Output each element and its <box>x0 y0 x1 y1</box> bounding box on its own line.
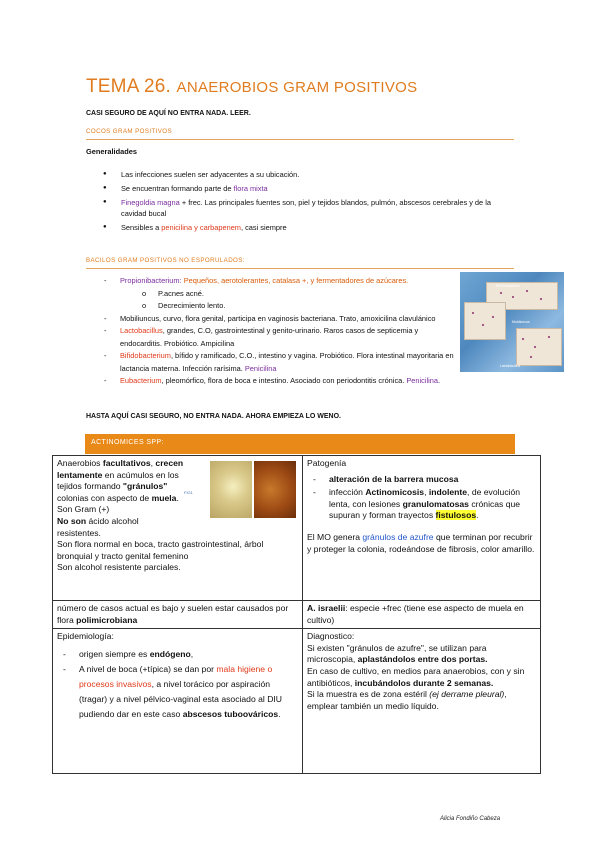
text-run: Eubacterium <box>120 376 162 385</box>
mobiluncus-image <box>464 302 506 340</box>
mo-text: El MO genera gránulos de azufre que terminan por recubrir y proteger la colonia, rodeándose de fibrosis, color amarillo. <box>307 531 535 554</box>
gram-text: Son Gram (+) <box>57 504 110 515</box>
text-run: + frec. Las principales fuentes son, piel y tejidos blandos, pulmón, abscesos cerebrales y de la cavidad bucal <box>121 198 491 218</box>
bullet-icon: ● <box>103 185 107 191</box>
text-run: Se encuentran formando parte de <box>121 184 234 193</box>
text-run: . <box>438 376 441 385</box>
bacilos-rule <box>86 268 514 269</box>
text-run: Penicilina <box>406 376 438 385</box>
cocos-subheading: Generalidades <box>86 147 137 156</box>
cell-casos: número de casos actual es bajo y suelen estar causados por flora polimicrobiana <box>53 601 303 629</box>
granule-photo <box>254 461 296 518</box>
text-run: Decrecimiento lento. <box>158 301 226 310</box>
dash-icon: - <box>104 326 107 335</box>
text-run: , casi siempre <box>240 223 287 232</box>
bacilos-item <box>100 313 456 326</box>
bacilos-subitem <box>100 300 456 313</box>
diagnostico-p2: En caso de cultivo, en medios para anaerobios, con y sin antibióticos, incubándolos durante 2 semanas. <box>307 665 525 688</box>
cocos-list <box>103 169 515 236</box>
diagnostico-p3: Si la muestra es de zona estéril (ej derrame pleural), emplear también un medio líquido. <box>307 689 507 711</box>
bullet-icon: ● <box>103 199 107 205</box>
dash-icon: - <box>104 351 107 360</box>
cocos-bullet <box>103 222 515 233</box>
actinomices-heading-bar <box>85 434 515 454</box>
diagnostico-title: Diagnostico: <box>307 631 355 642</box>
figure-label: FIG1 <box>184 490 193 495</box>
text-run: Pequeños, aerotolerantes, catalasa +, y fermentadores de azúcares. <box>183 276 409 285</box>
text-run: Bifidobacterium <box>120 351 171 360</box>
bacilos-item <box>100 350 456 375</box>
bacilos-item <box>100 275 456 288</box>
text-run: flora mixta <box>233 184 268 193</box>
text-run: Lactobacillus <box>120 326 163 335</box>
text-run: Finegoldia magna <box>121 198 180 207</box>
text-run: penicilina y carbapenem <box>161 223 241 232</box>
patogenia-title: Patogenía <box>307 458 347 468</box>
flora-text: Son flora normal en boca, tracto gastrointestinal, árbol bronquial y tracto genital femenino <box>57 539 264 561</box>
bacilos-list <box>100 275 456 388</box>
bacilos-subitem <box>100 288 456 301</box>
cocos-bullet <box>103 183 515 194</box>
cell-israelii: A. israelii: especie +frec (tiene ese aspecto de muela en cultivo) <box>303 601 541 629</box>
text-run: Propionibacterium: <box>120 276 184 285</box>
patogenia-item: - infección Actinomicosis, indolente, de evolución lenta, con lesiones granulomatosas crónicas que supuran y forman trayectos fistulosos. <box>307 487 536 522</box>
text-run: Las infecciones suelen ser adyacentes a su ubicación. <box>121 170 300 179</box>
diagnostico-p1: Si existen "gránulos de azufre", se utilizan para microscopia, aplastándolos entre dos portas. <box>307 642 488 665</box>
title-text: ANAEROBIOS GRAM POSITIVOS <box>176 79 418 96</box>
cocos-rule <box>86 139 514 140</box>
text-run: , pleomórfico, flora de boca e intestino. Asociado con periodontitis crónica. <box>161 376 407 385</box>
cocos-bullet <box>103 169 515 180</box>
page-title <box>86 76 417 98</box>
cocos-bullet <box>103 197 515 219</box>
cell-patogenia <box>303 456 541 601</box>
text-run: Penicilina <box>244 363 277 373</box>
bacteria-micrograph-collage <box>460 272 564 372</box>
bullet-icon: ● <box>103 171 107 177</box>
label-bifidobacterium: Bifidobacterium <box>496 284 521 288</box>
lactobacillus-image <box>516 328 562 366</box>
cell-diagnostico <box>303 629 541 774</box>
actinomices-heading: ACTINOMICES SPP: <box>91 439 164 446</box>
label-mobiluncus: Mobiluncus <box>512 320 530 324</box>
epidemiologia-title: Epidemiología: <box>57 631 114 642</box>
patogenia-item: - alteración de la barrera mucosa <box>307 474 536 486</box>
cocos-heading: COCOS GRAM POSITIVOS <box>86 128 173 135</box>
cell-characteristics: FIG1 Anaerobios facultativos, crecen lentamente en acúmulos en los tejidos formando "gránulos" colonias con aspecto de muela. Son Gram (+) No son ácido alcohol resistentes. Son flora normal en boca, tracto gastrointestinal, árbol bronquial y tracto genital femenino Son alcohol resistente parciales. <box>53 456 303 601</box>
intro-note: CASI SEGURO DE AQUÍ NO ENTRA NADA. LEER. <box>86 110 251 117</box>
colony-photo <box>210 461 252 518</box>
bullet-icon: ● <box>103 224 107 230</box>
actinomices-table <box>52 455 541 774</box>
circle-bullet-icon: o <box>142 301 147 310</box>
text-run: Sensibles a <box>121 223 162 232</box>
dash-icon: - <box>104 276 107 285</box>
outro-note: HASTA AQUÍ CASI SEGURO, NO ENTRA NADA. AHORA EMPIEZA LO WENO. <box>86 413 341 420</box>
title-number: TEMA 26. <box>86 76 172 97</box>
alcohol-text: Son alcohol resistente parciales. <box>57 562 181 573</box>
dash-icon: - <box>104 313 107 323</box>
bacilos-heading: BACILOS GRAM POSITIVOS NO ESPORULADOS: <box>86 257 245 264</box>
epidemiologia-item: - A nivel de boca (+típica) se dan por mala higiene o procesos invasivos, a nivel torácico por aspiración (tragar) y a nivel pélvico-vaginal esta asociado al DIU pudiendo dar en este caso abscesos tuboováricos. <box>57 662 298 722</box>
footer-author: Alicia Fondiño Cabeza <box>440 816 501 822</box>
colony-figure <box>184 461 296 518</box>
text-run: , bífido y ramificado, C.O., intestino y vagina. Probiótico. Flora intestinal mayoritaria en lactancia materna. Infección rarísima. <box>120 351 454 373</box>
text-run: Mobiliuncus, curvo, flora genital, participa en vaginosis bacteriana. Trato, amoxicilina clavulánico <box>120 313 436 323</box>
label-lactobacillus: Lactobacillus <box>500 364 521 368</box>
cell-epidemiologia <box>53 629 303 774</box>
bacilos-item <box>100 375 456 388</box>
text-run: , grandes, C.O, gastrointestinal y genito-urinario. Raros casos de septicemia y endocarditis. Probiótico. Ampicilina <box>120 326 419 348</box>
epidemiologia-item: - origen siempre es endógeno, <box>57 647 298 662</box>
bacilos-item <box>100 325 456 350</box>
circle-bullet-icon: o <box>142 288 147 298</box>
text-run: P.acnes acné. <box>158 288 204 298</box>
dash-icon: - <box>104 376 107 385</box>
